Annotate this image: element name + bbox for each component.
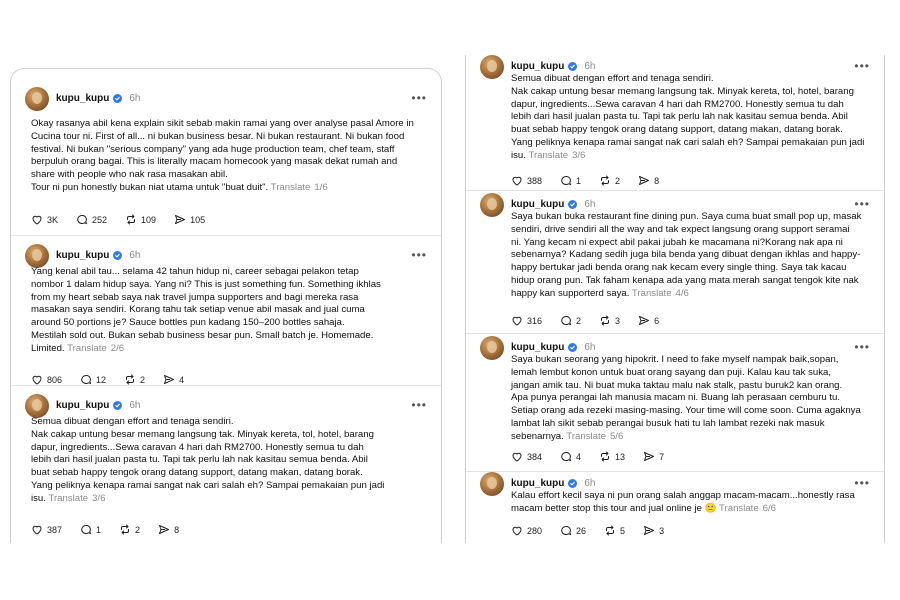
post-text-line — [31, 169, 423, 182]
text-line: berpuluh orang bagai. This is literally macam homecook yang masak dekat rumah and — [31, 156, 398, 168]
repost-icon — [125, 214, 137, 225]
text-line: jangan amik tau. Ni buat muka taktau malu nak stalk, pastu buruk2 kan orang. — [511, 379, 843, 391]
avatar-face — [487, 341, 497, 353]
avatar-face — [32, 92, 42, 104]
text-line: buat sebab happy tengok orang datang support, datang makan, datang borak. — [31, 467, 363, 479]
repost-count: 2 — [615, 175, 621, 186]
post-text-line — [511, 503, 866, 516]
username-link[interactable]: kupu_kupu — [511, 342, 565, 353]
thread-page-indicator: 2/6 — [110, 342, 125, 354]
reply-button[interactable] — [560, 315, 581, 326]
post-text-line — [31, 182, 423, 195]
post-text — [31, 118, 423, 195]
share-button[interactable] — [638, 315, 659, 326]
heart-icon — [511, 451, 523, 462]
post-text-line — [511, 431, 866, 444]
post-header — [511, 199, 595, 210]
verified-badge-icon — [113, 251, 122, 260]
post-actions — [511, 525, 664, 536]
share-button[interactable] — [638, 175, 659, 186]
translate-link[interactable]: Translate — [270, 181, 311, 193]
avatar-face — [487, 60, 497, 72]
text-line: isu. — [511, 149, 526, 161]
text-line: dapur, ingredients...Sewa caravan 4 hari dah RM2700. Honestly semua tu dah — [31, 441, 364, 453]
text-line: Nak cakap untung besar memang langsung tak. Minyak kereta, tol, hotel, barang — [31, 428, 374, 440]
reply-icon — [80, 524, 92, 535]
text-line: nombor 1 dalam hidup saya. Yang ni? This is just something fun. Something ikhlas — [31, 278, 381, 290]
username-link[interactable]: kupu_kupu — [511, 478, 565, 489]
repost-icon — [604, 525, 616, 536]
thread-post — [466, 471, 884, 543]
verified-badge-icon — [113, 94, 122, 103]
post-text-line — [511, 262, 866, 275]
thread-post — [11, 385, 441, 543]
translate-link[interactable]: Translate — [631, 287, 672, 299]
share-button[interactable] — [174, 214, 205, 225]
post-text-line — [511, 224, 866, 237]
post-text — [31, 416, 423, 506]
reply-button[interactable] — [76, 214, 107, 225]
post-text-line — [31, 330, 423, 343]
username-link[interactable]: kupu_kupu — [56, 400, 110, 411]
text-line: Saya bukan seorang yang hipokrit. I need to fake myself nampak baik,sopan, — [511, 354, 839, 365]
like-button[interactable] — [31, 374, 62, 385]
repost-count: 2 — [135, 524, 141, 535]
right-thread-panel — [465, 55, 885, 543]
like-count: 387 — [47, 524, 63, 535]
post-text-line — [511, 354, 866, 367]
text-line: happy kan supporterd saya. — [511, 287, 630, 299]
share-icon — [643, 451, 655, 462]
repost-button[interactable] — [119, 524, 140, 535]
reply-icon — [560, 451, 572, 462]
avatar-face — [32, 399, 42, 411]
repost-button[interactable] — [125, 214, 156, 225]
share-icon — [638, 175, 650, 186]
like-count: 3K — [47, 214, 59, 225]
post-time: 6h — [584, 478, 596, 489]
text-line: Semua dibuat dengan effort and tenaga sendiri. — [31, 416, 234, 427]
post-text-line — [511, 367, 866, 380]
post-text-line — [31, 429, 423, 442]
share-icon — [158, 524, 170, 535]
username-link[interactable]: kupu_kupu — [511, 61, 565, 72]
post-text-line — [511, 124, 866, 137]
post-actions — [31, 214, 205, 225]
share-icon — [638, 315, 650, 326]
thread-page-indicator: 1/6 — [314, 181, 328, 193]
post-time: 6h — [129, 93, 141, 104]
post-time: 6h — [129, 400, 141, 411]
post-text-line — [31, 118, 423, 131]
text-line: from my heart sebab saya nak travel jumpa supporters and bagi mereka rasa — [31, 291, 359, 303]
text-line: Kalau effort kecil saya ni pun orang salah anggap macam-macam...honestly rasa — [511, 490, 855, 501]
reply-button[interactable] — [560, 451, 581, 462]
reply-count: 26 — [576, 525, 587, 536]
post-text — [31, 266, 423, 356]
reply-icon — [76, 214, 88, 225]
translate-link[interactable]: Translate — [528, 149, 569, 161]
post-text — [511, 211, 866, 301]
more-options-icon[interactable]: ••• — [854, 197, 870, 211]
post-text-line — [511, 111, 866, 124]
post-text-line — [511, 249, 866, 262]
like-button[interactable] — [511, 175, 542, 186]
post-header — [511, 478, 595, 489]
reply-button[interactable] — [80, 374, 106, 385]
thread-post — [11, 69, 441, 235]
post-text-line — [511, 86, 866, 99]
like-button[interactable] — [31, 214, 58, 225]
post-header — [56, 93, 140, 104]
share-icon — [163, 374, 175, 385]
text-line: Mestilah sold out. Bukan sebab business besar pun. Small batch je. Homemade. — [31, 329, 374, 341]
post-actions — [511, 451, 664, 462]
post-text-line — [511, 99, 866, 112]
post-text-line — [31, 144, 423, 157]
heart-icon — [511, 525, 523, 536]
avatar[interactable] — [25, 244, 49, 268]
avatar[interactable] — [480, 472, 504, 496]
text-line: Apa punya perangai lah manusia macam ni. Buang lah perasaan cemburu tu. — [511, 392, 841, 404]
text-line: lebih dari hasil jualan pasta tu. Tapi tak perlu lah nak kasitau semua benda. Abil — [511, 111, 848, 123]
text-line: sebenarnya. — [511, 430, 564, 442]
heart-icon — [511, 175, 523, 186]
username-link[interactable]: kupu_kupu — [511, 199, 565, 210]
post-text-line — [31, 156, 423, 169]
post-text-line — [31, 343, 423, 356]
share-count: 8 — [174, 524, 180, 535]
reply-icon — [560, 175, 572, 186]
repost-button[interactable] — [124, 374, 145, 385]
verified-badge-icon — [568, 479, 577, 488]
post-text-line — [31, 454, 423, 467]
like-button[interactable] — [511, 315, 542, 326]
reply-icon — [560, 315, 572, 326]
post-text-line — [511, 73, 866, 86]
thread-page-indicator: 3/6 — [572, 149, 586, 161]
thread-post — [466, 333, 884, 471]
text-line: sendiri, drive sendiri all the way and tak expect langsung orang support seramai — [511, 223, 850, 235]
avatar[interactable] — [480, 55, 504, 79]
post-time: 6h — [584, 342, 596, 353]
repost-count: 5 — [620, 525, 626, 536]
post-text — [511, 73, 866, 163]
reply-count: 2 — [576, 315, 582, 326]
avatar[interactable] — [25, 394, 49, 418]
post-actions — [31, 374, 184, 385]
share-count: 3 — [659, 525, 665, 536]
more-options-icon[interactable]: ••• — [854, 59, 870, 73]
post-text-line — [31, 416, 423, 429]
post-text-line — [31, 292, 423, 305]
text-line: Semua dibuat dengan effort and tenaga sendiri. — [511, 73, 714, 84]
post-time: 6h — [129, 250, 141, 261]
text-line: Yang peliknya kenapa ramai sangat nak cari salah eh? Sampai pemakaian pun jadi — [511, 136, 865, 148]
text-line: isu. — [31, 492, 46, 504]
post-header — [511, 342, 595, 353]
post-actions — [31, 524, 179, 535]
text-line: Yang kenal abil tau... selama 42 tahun hidup ni, career sebagai pelakon tetap — [31, 266, 359, 277]
post-text — [511, 354, 866, 444]
post-text-line — [31, 131, 423, 144]
text-line: masakan saya sendiri. Korang tahu tak setiap venue abil masak and jual cuma — [31, 304, 365, 316]
post-text-line — [31, 304, 423, 317]
text-line: Yang peliknya kenapa ramai sangat nak cari salah eh? Sampai pemakaian pun jadi — [31, 479, 385, 491]
repost-count: 3 — [615, 315, 621, 326]
repost-count: 109 — [141, 214, 157, 225]
text-line: around 50 portions je? Sauce bottles pun kadang 150–200 bottles sahaja. — [31, 317, 345, 329]
text-line: macam better stop this tour and jual online je 🙁 — [511, 502, 717, 514]
post-text-line — [511, 380, 866, 393]
verified-badge-icon — [568, 343, 577, 352]
share-button[interactable] — [163, 374, 184, 385]
post-time: 6h — [584, 199, 596, 210]
more-options-icon[interactable]: ••• — [411, 91, 427, 105]
thread-page-indicator: 5/6 — [609, 430, 624, 442]
post-text — [511, 490, 866, 516]
text-line: Setiap orang ada rezeki masing-masing. Your time will come soon. Cuma agaknya — [511, 405, 861, 417]
post-text-line — [511, 490, 866, 503]
username-link[interactable]: kupu_kupu — [56, 250, 110, 261]
post-text-line — [511, 237, 866, 250]
text-line: Okay rasanya abil kena explain sikit sebab makin ramai yang over analyse pasal Amore in — [31, 118, 414, 129]
reply-button[interactable] — [560, 175, 581, 186]
text-line: Tour ni pun honestly bukan niat utama untuk "buat duit". — [31, 181, 269, 193]
post-text-line — [31, 317, 423, 330]
share-button[interactable] — [158, 524, 179, 535]
avatar[interactable] — [25, 87, 49, 111]
repost-button[interactable] — [599, 451, 625, 462]
reply-count: 1 — [96, 524, 102, 535]
more-options-icon[interactable]: ••• — [411, 248, 427, 262]
post-text-line — [31, 480, 423, 493]
avatar-face — [487, 198, 497, 210]
text-line: lambat lah sikit sebab perangai busuk hati tu lah lambat rezeki nak masuk — [511, 417, 825, 429]
like-button[interactable] — [511, 525, 542, 536]
repost-icon — [599, 315, 611, 326]
text-line: happy bertukar jadi benda orang nak kecam every single thing. Saya tak kacau — [511, 262, 847, 274]
post-text-line — [31, 493, 423, 506]
like-count: 384 — [527, 451, 543, 462]
thread-page-indicator: 3/6 — [92, 492, 106, 504]
text-line: lebih dari hasil jualan pasta tu. Tapi tak perlu lah nak kasitau semua benda. Abil — [31, 454, 368, 466]
thread-post — [466, 190, 884, 333]
avatar-face — [487, 477, 497, 489]
share-button[interactable] — [643, 451, 664, 462]
repost-icon — [599, 175, 611, 186]
reply-count: 1 — [576, 175, 582, 186]
post-text-line — [31, 442, 423, 455]
like-button[interactable] — [31, 524, 62, 535]
translate-link[interactable]: Translate — [719, 502, 759, 514]
share-count: 6 — [654, 315, 660, 326]
heart-icon — [31, 374, 43, 385]
text-line: Limited. — [31, 342, 65, 354]
reply-button[interactable] — [80, 524, 101, 535]
heart-icon — [31, 214, 43, 225]
share-count: 105 — [190, 214, 206, 225]
post-header — [511, 61, 595, 72]
more-options-icon[interactable]: ••• — [854, 340, 870, 354]
avatar[interactable] — [480, 193, 504, 217]
text-line: dapur, ingredients...Sewa caravan 4 hari dah RM2700. Honestly semua tu dah — [511, 98, 844, 110]
share-icon — [643, 525, 655, 536]
repost-button[interactable] — [604, 525, 625, 536]
text-line: ni. Yang kecam ni expect abil pakai jubah ke macamana ni?Korang nak apa ni — [511, 236, 843, 248]
text-line: sebenarnya? Kadang sedih juga bila benda yang dibuat dengan ikhlas and happy- — [511, 249, 861, 261]
text-line: lemah lembut konon untuk buat orang sayang dan puji. Kalau kau tak suka, — [511, 366, 832, 378]
repost-icon — [124, 374, 136, 385]
reply-count: 4 — [576, 451, 582, 462]
text-line: Cucina tour ni. First of all... ni bukan business besar. Ni bukan restaurant. Ni bukan food — [31, 130, 405, 142]
like-button[interactable] — [511, 451, 542, 462]
thread-page-indicator: 4/6 — [675, 287, 689, 299]
post-header — [56, 250, 140, 261]
text-line: buat sebab happy tengok orang datang support, datang makan, datang borak. — [511, 124, 843, 136]
repost-button[interactable] — [599, 315, 620, 326]
reply-button[interactable] — [560, 525, 586, 536]
repost-count: 2 — [140, 374, 146, 385]
thread-post — [466, 55, 884, 190]
username-link[interactable]: kupu_kupu — [56, 93, 110, 104]
avatar[interactable] — [480, 336, 504, 360]
post-text-line — [511, 211, 866, 224]
thread-page-indicator: 6/6 — [762, 502, 777, 514]
share-button[interactable] — [643, 525, 664, 536]
verified-badge-icon — [568, 62, 577, 71]
repost-icon — [599, 451, 611, 462]
post-header — [56, 400, 140, 411]
post-text-line — [511, 405, 866, 418]
text-line: Saya bukan buka restaurant fine dining pun. Saya cuma buat small pop up, masak — [511, 211, 862, 222]
post-text-line — [511, 150, 866, 163]
reply-count: 12 — [96, 374, 107, 385]
share-icon — [174, 214, 186, 225]
translate-link[interactable]: Translate — [566, 430, 606, 442]
text-line: hidup orang pun. Tak faham kenapa ada yang mata merah sangat tengok kite nak — [511, 274, 859, 286]
avatar-face — [32, 249, 42, 261]
post-text-line — [511, 418, 866, 431]
post-actions — [511, 175, 659, 186]
reply-icon — [80, 374, 92, 385]
text-line: festival. Ni bukan "serious company" yang ada huge production team, chef team, staff — [31, 143, 395, 155]
repost-icon — [119, 524, 131, 535]
reply-icon — [560, 525, 572, 536]
like-count: 316 — [527, 315, 543, 326]
like-count: 388 — [527, 175, 543, 186]
share-count: 7 — [659, 451, 665, 462]
post-time: 6h — [584, 61, 596, 72]
repost-button[interactable] — [599, 175, 620, 186]
repost-count: 13 — [615, 451, 626, 462]
text-line: share with people who nak rasa masakan abil. — [31, 169, 228, 181]
heart-icon — [511, 315, 523, 326]
post-text-line — [511, 275, 866, 288]
more-options-icon[interactable]: ••• — [411, 398, 427, 412]
verified-badge-icon — [568, 200, 577, 209]
translate-link[interactable]: Translate — [48, 492, 89, 504]
post-text-line — [511, 288, 866, 301]
verified-badge-icon — [113, 401, 122, 410]
share-count: 4 — [179, 374, 185, 385]
like-count: 280 — [527, 525, 543, 536]
post-text-line — [31, 467, 423, 480]
heart-icon — [31, 524, 43, 535]
thread-post — [11, 235, 441, 385]
left-thread-panel — [10, 68, 442, 543]
post-text-line — [31, 266, 423, 279]
share-count: 8 — [654, 175, 660, 186]
post-text-line — [31, 279, 423, 292]
translate-link[interactable]: Translate — [67, 342, 107, 354]
post-actions — [511, 315, 659, 326]
reply-count: 252 — [92, 214, 108, 225]
more-options-icon[interactable]: ••• — [854, 476, 870, 490]
text-line: Nak cakap untung besar memang langsung tak. Minyak kereta, tol, hotel, barang — [511, 85, 854, 97]
post-text-line — [511, 392, 866, 405]
like-count: 806 — [47, 374, 63, 385]
post-text-line — [511, 137, 866, 150]
